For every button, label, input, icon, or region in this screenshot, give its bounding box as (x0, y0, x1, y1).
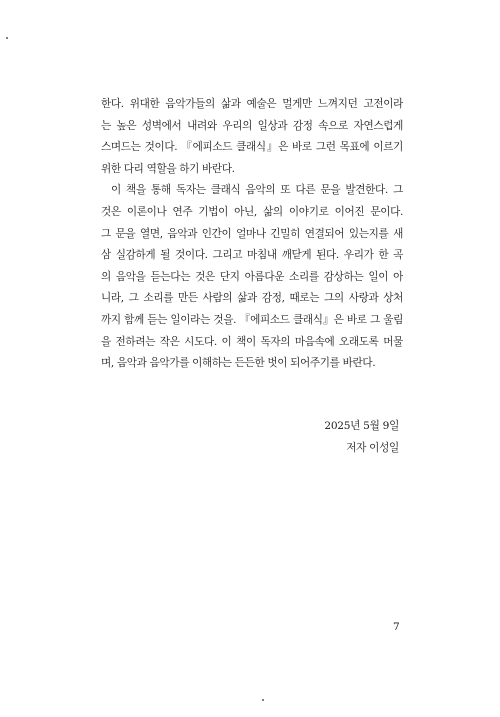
text-line: 스며드는 것이다. 『에피소드 클래식』은 바로 그런 목표에 이르기 (101, 141, 403, 154)
text-line: 는 높은 성벽에서 내려와 우리의 일상과 감정 속으로 자연스럽게 (101, 119, 403, 132)
text-line: 의 음악을 듣는다는 것은 단지 아름다운 소리를 감상하는 일이 아 (101, 270, 403, 283)
signature-author: 저자 이성일 (346, 441, 399, 454)
paragraph-1 (101, 94, 403, 180)
text-line: 것은 이론이나 연주 기법이 아닌, 삶의 이야기로 이어진 문이다. (101, 205, 403, 218)
text-line: 이 책을 통해 독자는 클래식 음악의 또 다른 문을 발견한다. 그 (111, 184, 403, 197)
scan-speck (262, 699, 264, 701)
text-line: 니라, 그 소리를 만든 사람의 삶과 감정, 때로는 그의 사랑과 상처 (101, 292, 403, 305)
text-line: 을 전하려는 작은 시도다. 이 책이 독자의 마음속에 오래도록 머물 (101, 335, 403, 348)
signature-date: 2025년 5월 9일 (324, 420, 399, 432)
text-line: 삼 실감하게 될 것이다. 그리고 마침내 깨닫게 된다. 우리가 한 곡 (101, 249, 403, 262)
text-line: 위한 다리 역할을 하기 바란다. (101, 162, 235, 175)
text-line: 그 문을 열면, 음악과 인간이 얼마나 긴밀히 연결되어 있는지를 새 (101, 227, 403, 240)
paragraph-2 (101, 180, 403, 374)
body-text (101, 94, 403, 375)
signature-block (324, 416, 399, 459)
scan-speck (6, 37, 8, 39)
text-line: 한다. 위대한 음악가들의 삶과 예술은 멀게만 느껴지던 고전이라 (101, 98, 403, 110)
text-line: 며, 음악과 음악가를 이해하는 든든한 벗이 되어주기를 바란다. (101, 357, 376, 370)
page-number: 7 (393, 621, 400, 633)
text-line: 까지 함께 듣는 일이라는 것을. 『에피소드 클래식』은 바로 그 울림 (101, 313, 403, 326)
